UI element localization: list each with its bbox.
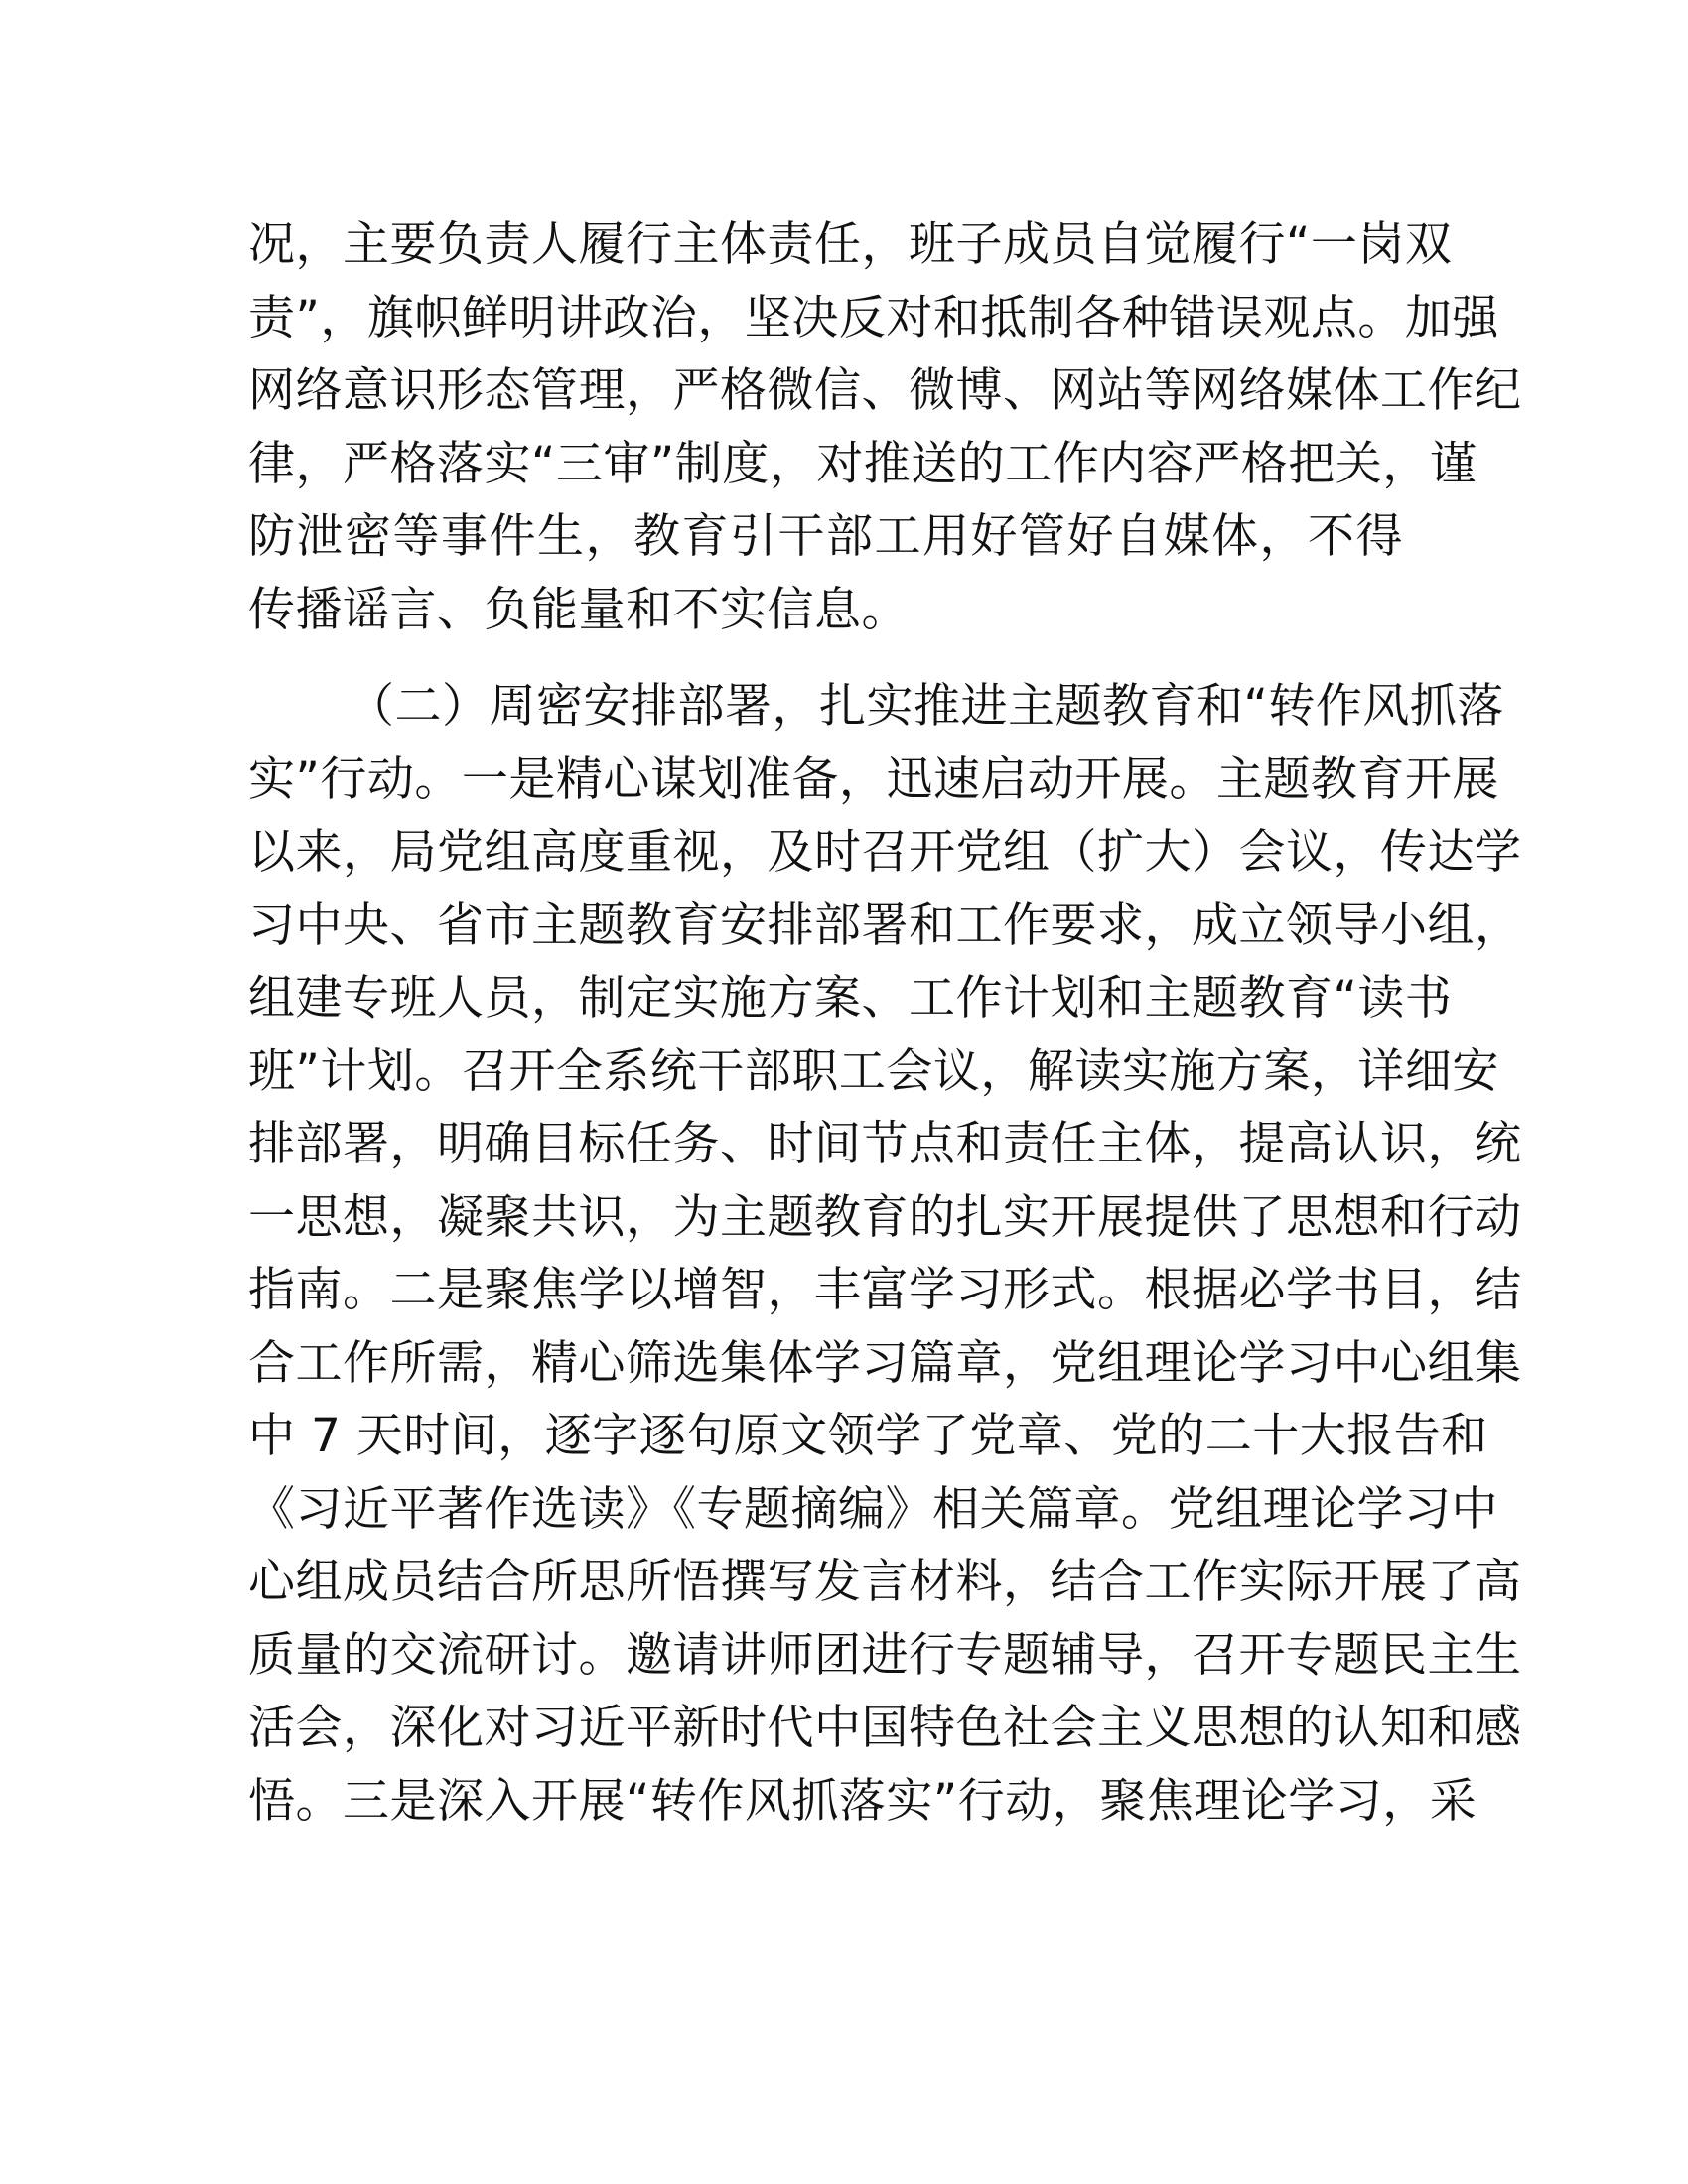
text-line: 指南。二是聚焦学以增智，丰富学习形式。根据必学书目，结 xyxy=(248,1263,1522,1317)
text-line: 悟。三是深入开展“转作风抓落实”行动，聚焦理论学习，采 xyxy=(248,1773,1477,1829)
text-line: 心组成员结合所思所悟撰写发言材料，结合工作实际开展了高 xyxy=(248,1555,1522,1609)
paragraph-gap xyxy=(248,646,1440,670)
paragraph-2 xyxy=(248,670,1522,1838)
text-line: 组建专班人员，制定实施方案、工作计划和主题教育“读书 xyxy=(248,971,1453,1025)
text-line: 质量的交流研讨。邀请讲师团进行专题辅导，召开专题民主生 xyxy=(248,1627,1522,1683)
text-line: 以来，局党组高度重视，及时召开党组（扩大）会议，传达学 xyxy=(248,825,1522,880)
text-line: 实”行动。一是精心谋划准备，迅速启动开展。主题教育开展 xyxy=(248,751,1499,807)
text-line: 活会，深化对习近平新时代中国特色社会主义思想的认知和感 xyxy=(248,1701,1522,1755)
text-line: 班”计划。召开全系统干部职工会议，解读实施方案，详细安 xyxy=(248,1043,1499,1099)
text-line: 防泄密等事件生，教育引干部工用好管好自媒体，不得 xyxy=(248,509,1404,564)
text-line-heading: （二）周密安排部署，扎实推进主题教育和“转作风抓落 xyxy=(348,679,1504,734)
text-line: 合工作所需，精心筛选集体学习篇章，党组理论学习中心组集 xyxy=(248,1335,1522,1391)
text-line: 《习近平著作选读》《专题摘编》相关篇章。党组理论学习中 xyxy=(248,1481,1498,1537)
text-line: 一思想，凝聚共识，为主题教育的扎实开展提供了思想和行动 xyxy=(248,1189,1522,1245)
text-line: 排部署，明确目标任务、时间节点和责任主体，提高认识，统 xyxy=(248,1117,1522,1171)
text-line: 律，严格落实“三审”制度，对推送的工作内容严格把关，谨 xyxy=(248,436,1477,491)
text-line: 习中央、省市主题教育安排部署和工作要求，成立领导小组， xyxy=(248,897,1522,953)
document-body xyxy=(248,208,1522,1838)
text-line: 网络意识形态管理，严格微信、微博、网站等网络媒体工作纪 xyxy=(248,363,1522,418)
text-line: 传播谣言、负能量和不实信息。 xyxy=(248,582,909,637)
text-line: 中 7 天时间，逐字逐句原文领学了党章、党的二十大报告和 xyxy=(248,1409,1488,1463)
text-line: 责”，旗帜鲜明讲政治，坚决反对和抵制各种错误观点。加强 xyxy=(248,290,1499,345)
paragraph-1 xyxy=(248,208,1522,646)
text-line: 况，主要负责人履行主体责任，班子成员自觉履行“一岗双 xyxy=(248,217,1453,272)
